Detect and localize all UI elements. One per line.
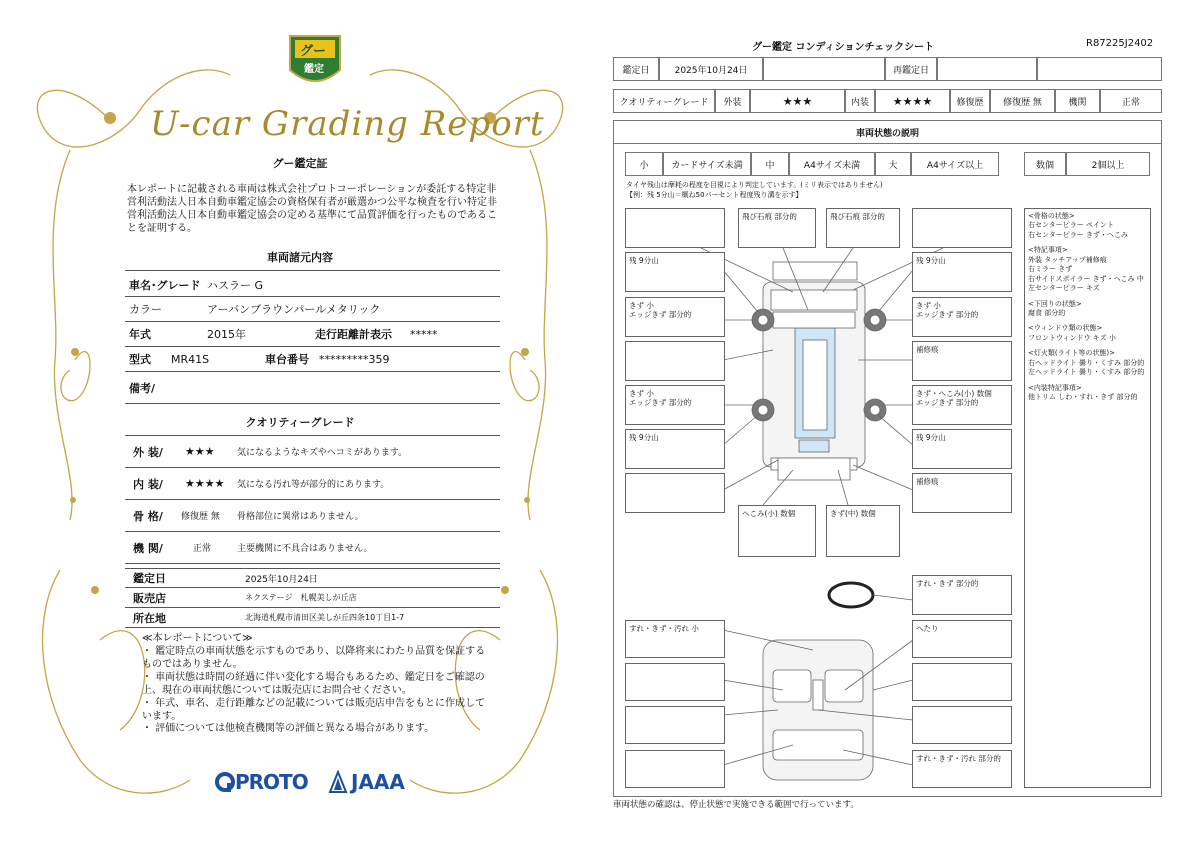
spec-row-year xyxy=(125,322,500,347)
detail-special-line-4: 左センターピラー キズ xyxy=(1028,284,1100,293)
grade-label-cell: クオリティーグレード xyxy=(613,89,715,113)
quality-row-exterior xyxy=(125,436,500,468)
box-bottom-2: きず(中) 数個 xyxy=(826,505,900,557)
quality-title: クオリティーグレード xyxy=(245,416,355,429)
box-top-right-blank xyxy=(912,208,1012,248)
engine-value-cell: 正常 xyxy=(1100,89,1162,113)
box-top-2: 飛び石痕 部分的 xyxy=(826,208,900,248)
detail-special-line-2: 右ミラー きず xyxy=(1028,265,1073,274)
detail-special-title: <特記事項> xyxy=(1028,246,1068,255)
box-interior-right-3 xyxy=(912,706,1012,744)
cert-title: グー鑑定証 xyxy=(272,157,328,170)
legend-large-desc: A4サイズ以上 xyxy=(911,152,999,176)
detail-light-line-2: 左ヘッドライト 曇り・くすみ 部分的 xyxy=(1028,368,1145,377)
info-row-date xyxy=(125,568,500,588)
ext-value-cell: ★★★ xyxy=(750,89,845,113)
box-left-tire-1: 残 9分山 xyxy=(625,252,725,292)
mileage-label: 走行距離計表示 xyxy=(315,328,392,341)
legend-medium-desc: A4サイズ未満 xyxy=(789,152,875,176)
box-left-tire-2: 残 9分山 xyxy=(625,429,725,469)
remarks-label: 備考/ xyxy=(129,381,156,395)
detail-interior-title: <内装特記事項> xyxy=(1028,383,1082,392)
shop-label: 販売店 xyxy=(133,591,166,605)
detail-special-line-3: 右サイドスポイラー きず・へこみ 中 xyxy=(1028,274,1144,283)
box-interior-left-4 xyxy=(625,750,725,788)
model-value: MR41S xyxy=(171,352,210,366)
chassis-value: *********359 xyxy=(319,352,390,366)
detail-interior-line-1: 他トリム しわ・すれ・きず 部分的 xyxy=(1028,393,1138,401)
box-right-tire-1: 残 9分山 xyxy=(912,252,1012,292)
section-title: 車両状態の説明 xyxy=(613,120,1162,144)
quality-row-frame xyxy=(125,500,500,532)
spec-row-model xyxy=(125,347,500,372)
spec-title: 車両諸元内容 xyxy=(267,251,333,264)
box-right-3: 補修痕 xyxy=(912,341,1012,381)
note-3: ・ 年式、車名、走行距離などの記載については販売店申告をもとに作成しています。 xyxy=(142,698,485,722)
detail-special-line-1: 外装 タッチアップ補修痕 xyxy=(1028,255,1107,264)
model-label: 型式 xyxy=(129,353,151,366)
logo-bottom-text: 鑑定 xyxy=(304,64,324,75)
count-value: 2個以上 xyxy=(1066,152,1150,176)
reinspect-empty-cell xyxy=(1037,57,1162,81)
box-bottom-1: へこみ(小) 数個 xyxy=(738,505,816,557)
q-frame-grade: 修復歴 無 xyxy=(181,512,220,522)
box-left-2: きず 小 エッジきず 部分的 xyxy=(625,297,725,337)
box-right-4: きず・へこみ(小) 数個 エッジきず 部分的 xyxy=(912,385,1012,425)
date-label: 鑑定日 xyxy=(133,572,166,585)
quality-row-engine xyxy=(125,532,500,564)
detail-window-title: <ウィンドウ類の状態> xyxy=(1028,324,1103,333)
int-value-cell: ★★★★ xyxy=(875,89,950,113)
addr-label: 所在地 xyxy=(133,611,166,625)
legend-small-desc: カードサイズ未満 xyxy=(663,152,751,176)
q-frame-desc: 骨格部位に異常はありません。 xyxy=(237,512,364,522)
date-empty-cell xyxy=(763,57,885,81)
detail-under-title: <下回りの状態> xyxy=(1028,299,1082,308)
cert-text: 本レポートに記載される車両は株式会社プロトコーポレーションが委託する特定非営利活動法人日本自動車鑑定協会の資格保有者が厳選かつ公平な検査を行い特定非営利活動法人日本自動車鑑定協会の定める基準にて品質評価を行ったものであることを証明する。 xyxy=(127,184,497,234)
chassis-label: 車台番号 xyxy=(265,353,309,366)
note-4: ・ 評価については他検査機関等の評価と異なる場合があります。 xyxy=(142,723,435,734)
q-int-label: 内 装/ xyxy=(133,477,163,491)
spec-row-remarks xyxy=(125,372,500,404)
tire-note-2: 【例：残 5分山＝概ね50パーセント程度残り溝を示す】 xyxy=(626,191,803,199)
date-value-cell: 2025年10月24日 xyxy=(659,57,763,81)
quality-row-interior xyxy=(125,468,500,500)
box-right-tire-2: 残 9分山 xyxy=(912,429,1012,469)
box-interior-right-2 xyxy=(912,663,1012,701)
q-int-grade: ★★★★ xyxy=(185,477,225,490)
color-value: アーバンブラウンパールメタリック xyxy=(207,303,381,316)
color-label: カラー xyxy=(129,303,162,316)
shop-value: ネクステージ 札幌美しが丘店 xyxy=(245,593,357,602)
engine-label-cell: 機関 xyxy=(1055,89,1100,113)
box-top-left-blank xyxy=(625,208,725,248)
box-interior-left-3 xyxy=(625,706,725,744)
year-value: 2015年 xyxy=(207,328,246,341)
detail-under-line-1: 腐食 部分的 xyxy=(1028,308,1066,317)
reinspect-value-cell xyxy=(937,57,1037,81)
box-left-3-blank xyxy=(625,341,725,381)
box-steering: すれ・きず 部分的 xyxy=(912,575,1012,615)
box-left-6-blank xyxy=(625,473,725,513)
goo-kantei-logo xyxy=(286,30,344,92)
details-panel xyxy=(1024,208,1151,788)
q-engine-grade: 正常 xyxy=(193,544,212,554)
box-right-2: きず 小 エッジきず 部分的 xyxy=(912,297,1012,337)
repair-value-cell: 修復歴 無 xyxy=(990,89,1055,113)
box-interior-right-1: へたり xyxy=(912,620,1012,658)
name-value: ハスラー G xyxy=(207,279,264,292)
ext-label-cell: 外装 xyxy=(715,89,750,113)
detail-frame-line-1: 右センターピラー ペイント xyxy=(1028,221,1114,230)
info-row-address xyxy=(125,608,500,628)
detail-frame-title: <骨格の状態> xyxy=(1028,212,1075,220)
note-2: ・ 車両状態は時間の経過に伴い変化する場合もあるため、鑑定日をご確認の上、現在の車両状態については販売店にお問合せください。 xyxy=(142,672,485,696)
footer-note: 車両状態の確認は、停止状態で実施できる範囲で行っています。 xyxy=(613,800,859,810)
date-label-cell: 鑑定日 xyxy=(613,57,659,81)
year-label: 年式 xyxy=(129,328,151,341)
name-label: 車名･グレード xyxy=(129,279,201,292)
addr-value: 北海道札幌市清田区美しが丘四条10丁目1-7 xyxy=(245,613,405,622)
proto-logo xyxy=(215,770,308,794)
proto-mark-icon xyxy=(215,771,235,793)
box-right-6: 補修痕 xyxy=(912,473,1012,513)
detail-frame-line-2: 右センターピラー きず・へこみ xyxy=(1028,230,1128,239)
legend-large: 大 xyxy=(875,152,911,176)
detail-light-title: <灯火類(ライト等の状態)> xyxy=(1028,349,1115,358)
info-row-shop xyxy=(125,588,500,608)
q-engine-label: 機 関/ xyxy=(133,541,163,555)
doc-id: R87225J2402 xyxy=(1086,38,1154,49)
note-1: ・ 鑑定時点の車両状態を示すものであり、以降将来にわたり品質を保証するものではありません。 xyxy=(142,646,486,670)
box-interior-left-2 xyxy=(625,663,725,701)
spec-top-rule xyxy=(125,268,500,271)
jaaa-mark-icon xyxy=(328,770,348,794)
spec-row-name xyxy=(125,274,500,297)
q-ext-label: 外 装/ xyxy=(133,445,163,459)
report-title: U-car Grading Report xyxy=(150,104,545,144)
box-interior-right-4: すれ・きず・汚れ 部分的 xyxy=(912,750,1012,788)
notes-title: ≪本レポートについて≫ xyxy=(142,633,253,644)
jaaa-text: JAAA xyxy=(351,770,405,794)
logo-top-text: グー xyxy=(300,44,327,59)
legend-medium: 中 xyxy=(751,152,789,176)
detail-light-line-1: 右ヘッドライト 曇り・くすみ 部分的 xyxy=(1028,358,1145,367)
date-value: 2025年10月24日 xyxy=(245,574,318,585)
reinspect-label-cell: 再鑑定日 xyxy=(885,57,937,81)
box-top-1: 飛び石痕 部分的 xyxy=(738,208,816,248)
q-ext-desc: 気になるようなキズやヘコミがあります。 xyxy=(237,448,408,458)
mileage-value: ***** xyxy=(410,327,438,341)
legend-small: 小 xyxy=(625,152,663,176)
box-left-4: きず 小 エッジきず 部分的 xyxy=(625,385,725,425)
count-label: 数個 xyxy=(1024,152,1066,176)
sheet-title: グー鑑定 コンディションチェックシート xyxy=(752,42,935,53)
proto-text: PROTO xyxy=(235,770,308,794)
q-int-desc: 気になる汚れ等が部分的にあります。 xyxy=(237,480,390,490)
box-interior-left-1: すれ・きず・汚れ 小 xyxy=(625,620,725,658)
detail-window-line-1: フロントウィンドウ キズ 小 xyxy=(1028,333,1116,342)
jaaa-logo xyxy=(328,770,405,794)
int-label-cell: 内装 xyxy=(845,89,875,113)
q-engine-desc: 主要機関に不具合はありません。 xyxy=(237,544,373,554)
spec-row-color xyxy=(125,297,500,322)
tire-note-1: タイヤ残山は摩耗の程度を目視により判定しています。(ミリ表示ではありません) xyxy=(626,181,883,189)
q-ext-grade: ★★★ xyxy=(185,445,215,458)
repair-label-cell: 修復歴 xyxy=(950,89,990,113)
q-frame-label: 骨 格/ xyxy=(133,509,163,523)
